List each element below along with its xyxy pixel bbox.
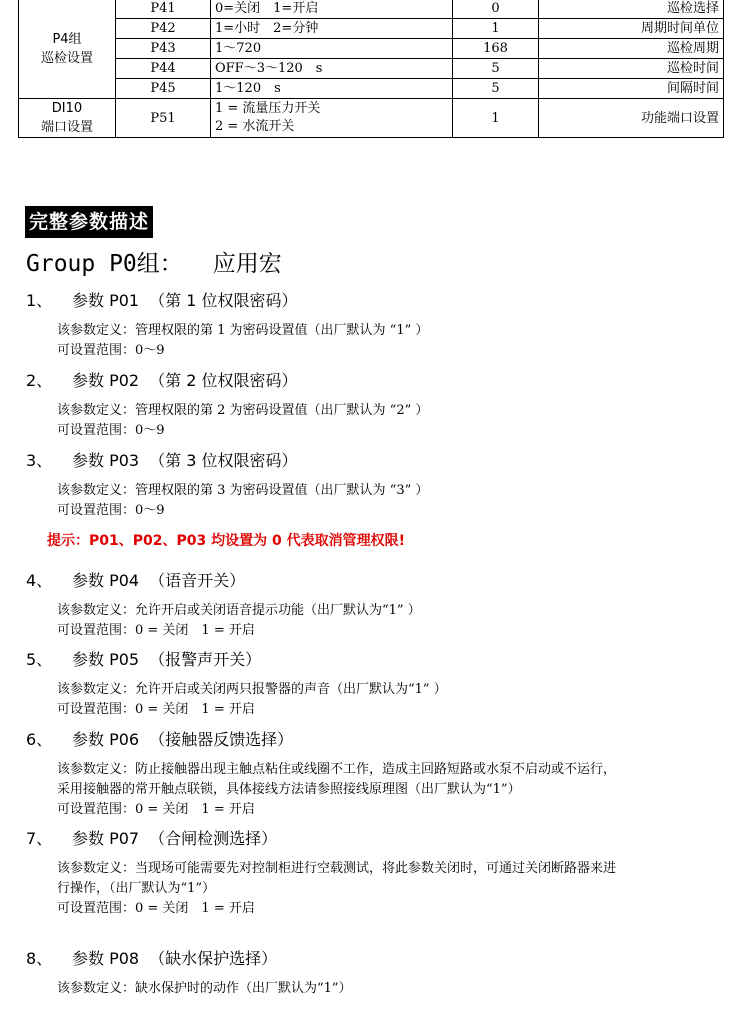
description-line: 该参数定义：缺水保护时的动作（出厂默认为“1”）	[57, 981, 352, 996]
description-line: 行操作，（出厂默认为“1”）	[57, 881, 216, 896]
group-label-line: DI10	[51, 101, 83, 116]
item-number: 6、	[26, 730, 53, 749]
description-line: 该参数定义：允许开启或关闭语音提示功能（出厂默认为“1” ）	[57, 603, 421, 618]
param-name-cell: 间隔时间	[539, 79, 724, 99]
param-code-cell: P51	[116, 99, 211, 138]
description-line: 该参数定义：防止接触器出现主触点粘住或线圈不工作，造成主回路短路或水泵不启动或不运行，	[57, 762, 617, 777]
table-row	[19, 99, 724, 138]
parameter-table	[18, 0, 724, 138]
param-option-line: 0=关闭 1=开启	[215, 0, 319, 16]
param-option-line: 1～120 s	[215, 80, 281, 96]
warning-tip: 提示：P01、P02、P03 均设置为 0 代表取消管理权限!	[47, 533, 405, 549]
item-number: 5、	[26, 650, 53, 669]
table-row	[19, 79, 724, 99]
description-line: 可设置范围：0～9	[57, 423, 165, 438]
param-name-cell: 周期时间单位	[539, 19, 724, 39]
param-description	[57, 401, 722, 441]
group-label-cell	[19, 99, 116, 138]
description-line: 该参数定义：允许开启或关闭两只报警器的声音（出厂默认为“1” ）	[57, 682, 447, 697]
item-number: 3、	[26, 451, 53, 470]
group-label-cell	[19, 0, 116, 99]
item-code: 参数 P02	[72, 371, 140, 390]
item-title: （接触器反馈选择）	[149, 730, 294, 749]
item-number: 7、	[26, 829, 53, 848]
param-description	[57, 680, 722, 720]
description-line: 可设置范围：0 = 关闭 1 = 开启	[57, 901, 255, 916]
group-label-line: 巡检设置	[40, 50, 93, 66]
table-row	[19, 19, 724, 39]
param-heading	[26, 290, 297, 312]
param-name-cell: 巡检选择	[539, 0, 724, 19]
param-heading	[26, 570, 245, 592]
description-line: 可设置范围：0～9	[57, 343, 165, 358]
item-code: 参数 P01	[72, 291, 140, 310]
description-line: 该参数定义：管理权限的第 3 为密码设置值（出厂默认为 “3” ）	[57, 483, 429, 498]
item-title: （第 1 位权限密码）	[149, 291, 298, 310]
param-description	[57, 481, 722, 521]
item-title: （报警声开关）	[149, 650, 262, 669]
description-line: 可设置范围：0～9	[57, 503, 165, 518]
param-default-cell: 1	[453, 99, 539, 138]
param-code-cell: P44	[116, 59, 211, 79]
param-name-cell: 巡检时间	[539, 59, 724, 79]
param-options-cell	[211, 0, 453, 19]
param-default-cell: 5	[453, 79, 539, 99]
table-row	[19, 39, 724, 59]
description-line: 该参数定义：当现场可能需要先对控制柜进行空载测试，将此参数关闭时，可通过关闭断路器来进	[57, 861, 617, 876]
param-heading	[26, 649, 261, 671]
section-heading: 完整参数描述	[25, 206, 153, 238]
item-code: 参数 P07	[72, 829, 140, 848]
param-options-cell	[211, 99, 453, 138]
param-options-cell	[211, 19, 453, 39]
param-heading	[26, 828, 277, 850]
item-title: （第 2 位权限密码）	[149, 371, 298, 390]
param-option-line: 1 = 流量压力开关	[215, 101, 321, 116]
description-line: 该参数定义：管理权限的第 2 为密码设置值（出厂默认为 “2” ）	[57, 403, 429, 418]
group-label-line: P4组	[52, 31, 82, 47]
group-title-name: 应用宏	[212, 251, 282, 277]
param-code-cell: P43	[116, 39, 211, 59]
param-description	[57, 760, 722, 820]
item-number: 1、	[26, 291, 53, 310]
item-title: （缺水保护选择）	[149, 949, 278, 968]
item-number: 2、	[26, 371, 53, 390]
item-code: 参数 P06	[72, 730, 140, 749]
param-description	[57, 321, 722, 361]
group-label-line: 端口设置	[40, 120, 93, 135]
param-heading	[26, 450, 297, 472]
description-line: 可设置范围：0 = 关闭 1 = 开启	[57, 623, 255, 638]
param-name-cell: 巡检周期	[539, 39, 724, 59]
param-code-cell: P42	[116, 19, 211, 39]
param-heading	[26, 370, 297, 392]
item-number: 4、	[26, 571, 53, 590]
group-title	[26, 248, 282, 280]
param-heading	[26, 729, 293, 751]
param-code-cell: P45	[116, 79, 211, 99]
item-code: 参数 P08	[72, 949, 140, 968]
item-code: 参数 P05	[72, 650, 140, 669]
param-description	[57, 979, 722, 999]
item-code: 参数 P04	[72, 571, 140, 590]
param-default-cell: 1	[453, 19, 539, 39]
description-line: 该参数定义：管理权限的第 1 为密码设置值（出厂默认为 “1” ）	[57, 323, 429, 338]
param-default-cell: 5	[453, 59, 539, 79]
param-option-line: OFF～3～120 s	[215, 60, 323, 76]
param-default-cell: 0	[453, 0, 539, 19]
param-name-cell: 功能端口设置	[539, 99, 724, 138]
param-option-line: 2 = 水流开关	[215, 119, 295, 134]
param-options-cell	[211, 79, 453, 99]
param-option-line: 1～720	[215, 40, 262, 56]
param-description	[57, 601, 722, 641]
param-option-line: 1=小时 2=分钟	[215, 20, 319, 36]
param-code-cell: P41	[116, 0, 211, 19]
description-line: 可设置范围：0 = 关闭 1 = 开启	[57, 702, 255, 717]
param-options-cell	[211, 59, 453, 79]
param-default-cell: 168	[453, 39, 539, 59]
param-description	[57, 859, 722, 919]
item-title: （合闸检测选择）	[149, 829, 278, 848]
group-title-prefix: Group P0组：	[26, 251, 183, 277]
item-title: （第 3 位权限密码）	[149, 451, 298, 470]
param-options-cell	[211, 39, 453, 59]
item-title: （语音开关）	[149, 571, 246, 590]
description-line: 可设置范围：0 = 关闭 1 = 开启	[57, 802, 255, 817]
table-row	[19, 59, 724, 79]
description-line: 采用接触器的常开触点联锁，具体接线方法请参照接线原理图（出厂默认为“1”）	[57, 782, 521, 797]
item-code: 参数 P03	[72, 451, 140, 470]
param-heading	[26, 948, 277, 970]
table-row	[19, 0, 724, 19]
item-number: 8、	[26, 949, 53, 968]
